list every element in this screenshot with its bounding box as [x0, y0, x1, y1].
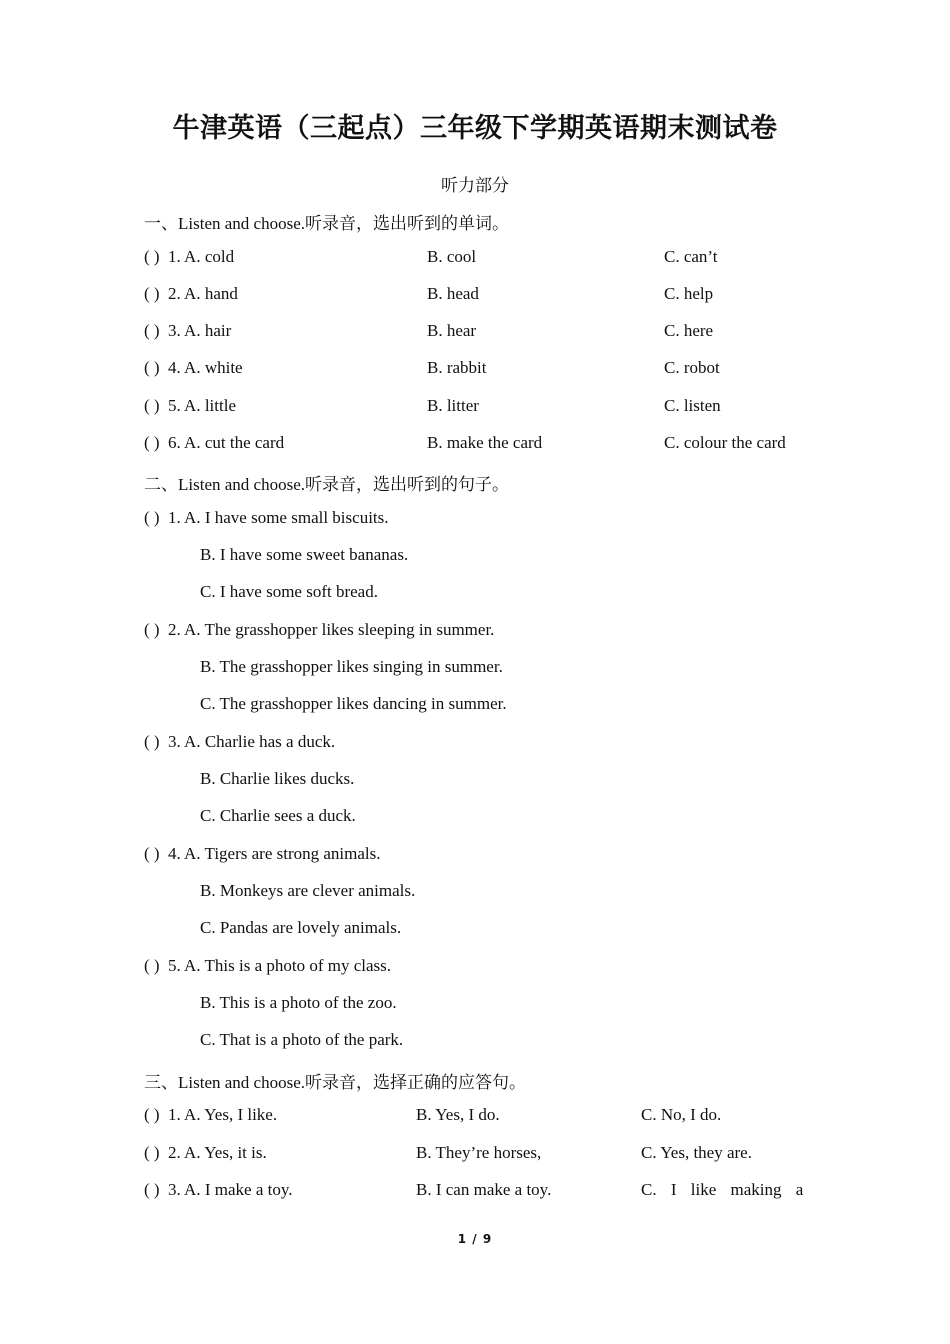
answer-blank: ( ) [144, 358, 160, 377]
option-a: 2. A. The grasshopper likes sleeping in summer. [168, 620, 495, 639]
question-row [144, 358, 824, 382]
answer-blank: ( ) [144, 508, 160, 527]
option-b: B. I have some sweet bananas. [200, 545, 409, 564]
section-1-heading: 一、Listen and choose.听录音，选出听到的单词。 [144, 214, 509, 233]
question-row [144, 1180, 824, 1204]
answer-blank: ( ) [144, 732, 160, 751]
option-b: B. Charlie likes ducks. [200, 769, 355, 788]
option-b: B. head [427, 284, 479, 303]
answer-blank: ( ) [144, 321, 160, 340]
option-c: C. No, I do. [641, 1105, 722, 1124]
option-a: 1. A. Yes, I like. [168, 1105, 278, 1124]
option-b: B. litter [427, 396, 479, 415]
answer-blank: ( ) [144, 620, 160, 639]
option-b: B. I can make a toy. [416, 1180, 552, 1199]
option-c: C. colour the card [664, 433, 786, 452]
option-c: C. I have some soft bread. [200, 582, 378, 601]
section-3-heading: 三、Listen and choose.听录音，选择正确的应答句。 [144, 1073, 526, 1092]
question-row [144, 620, 824, 644]
option-a: 1. A. cold [168, 247, 235, 266]
option-c: C. That is a photo of the park. [200, 1030, 404, 1049]
option-c: C. I like making a [641, 1180, 804, 1199]
option-a: 6. A. cut the card [168, 433, 285, 452]
option-a: 2. A. Yes, it is. [168, 1143, 267, 1162]
option-b: B. make the card [427, 433, 543, 452]
page-number: 1 / 9 [457, 1232, 493, 1246]
option-a: 4. A. Tigers are strong animals. [168, 844, 381, 863]
answer-blank: ( ) [144, 1180, 160, 1199]
answer-blank: ( ) [144, 1105, 160, 1124]
section-2-heading: 二、Listen and choose.听录音，选出听到的句子。 [144, 475, 509, 494]
option-c: C. here [664, 321, 714, 340]
answer-blank: ( ) [144, 433, 160, 452]
option-a: 3. A. hair [168, 321, 232, 340]
question-row [144, 732, 824, 756]
question-row [144, 956, 824, 980]
answer-blank: ( ) [144, 956, 160, 975]
option-b: B. They’re horses, [416, 1143, 542, 1162]
option-a: 4. A. white [168, 358, 243, 377]
answer-blank: ( ) [144, 844, 160, 863]
question-row [144, 1105, 824, 1129]
option-b: B. Yes, I do. [416, 1105, 500, 1124]
option-a: 2. A. hand [168, 284, 238, 303]
option-a: 3. A. I make a toy. [168, 1180, 293, 1199]
option-c: C. robot [664, 358, 720, 377]
question-row [144, 396, 824, 420]
answer-blank: ( ) [144, 247, 160, 266]
question-row [144, 284, 824, 308]
option-a: 1. A. I have some small biscuits. [168, 508, 389, 527]
question-row [144, 433, 824, 457]
option-c: C. Pandas are lovely animals. [200, 918, 402, 937]
section-subtitle: 听力部分 [441, 176, 509, 195]
option-b: B. The grasshopper likes singing in summer. [200, 657, 503, 676]
answer-blank: ( ) [144, 284, 160, 303]
question-row [144, 508, 824, 532]
option-a: 5. A. little [168, 396, 236, 415]
option-b: B. This is a photo of the zoo. [200, 993, 397, 1012]
option-b: B. rabbit [427, 358, 487, 377]
option-c: C. The grasshopper likes dancing in summer. [200, 694, 507, 713]
option-c: C. help [664, 284, 714, 303]
option-c: C. Yes, they are. [641, 1143, 752, 1162]
answer-blank: ( ) [144, 396, 160, 415]
page-title: 牛津英语（三起点）三年级下学期英语期末测试卷 [172, 113, 778, 144]
option-b: B. cool [427, 247, 477, 266]
option-a: 3. A. Charlie has a duck. [168, 732, 336, 751]
question-row [144, 321, 824, 345]
option-c: C. listen [664, 396, 721, 415]
option-a: 5. A. This is a photo of my class. [168, 956, 392, 975]
question-row [144, 247, 824, 271]
question-row [144, 1143, 824, 1167]
option-c: C. can’t [664, 247, 718, 266]
option-c: C. Charlie sees a duck. [200, 806, 356, 825]
option-b: B. Monkeys are clever animals. [200, 881, 416, 900]
option-b: B. hear [427, 321, 477, 340]
question-row [144, 844, 824, 868]
answer-blank: ( ) [144, 1143, 160, 1162]
